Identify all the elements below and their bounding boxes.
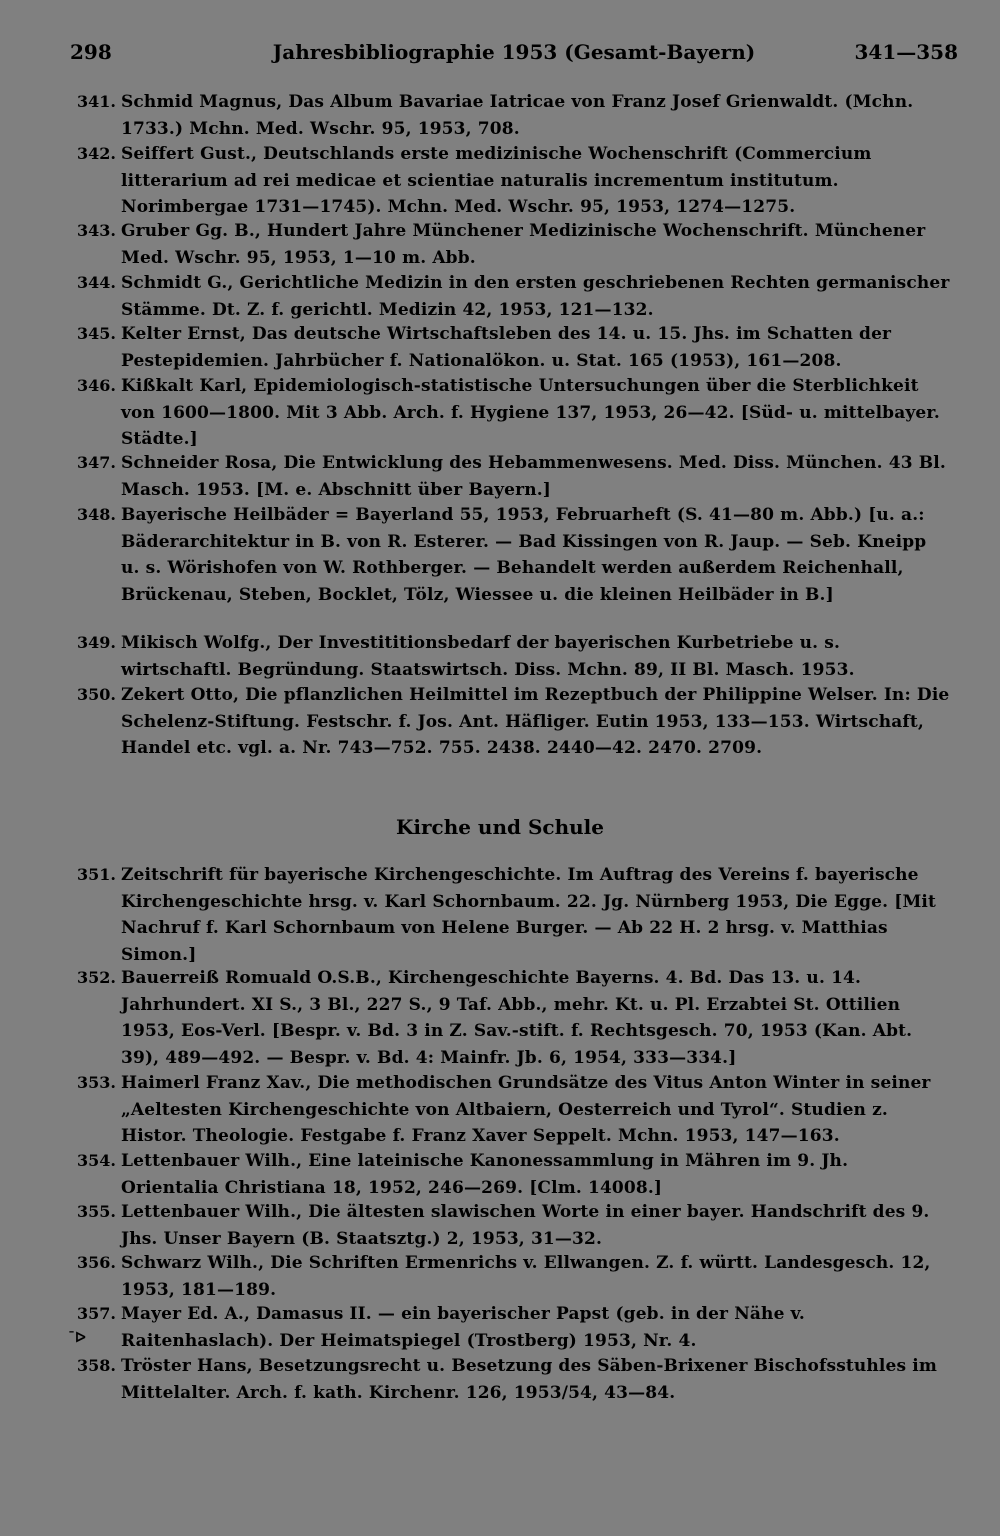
entry-text: Seiffert Gust., Deutschlands erste medizinische Wochenschrift (Commercium litterarium ad rei medicae et scientiae naturalis incrementum institutum. Norimbergae 1731—1745). Mchn. Med. Wschr. 95, 1953, 1274—1275. xyxy=(121,144,872,217)
entry-number: 350. xyxy=(77,685,116,704)
entry-number: 351. xyxy=(77,865,116,884)
entry-number: 341. xyxy=(77,92,116,111)
entry-text: Zekert Otto, Die pflanzlichen Heilmittel im Rezeptbuch der Philippine Welser. In: Die Schelenz-Stiftung. Festschr. f. Jos. Ant. Häfliger. Eutin 1953, 133—153. Wirtschaft, Handel etc. vgl. a. Nr. 743—752. 755. 2438. 2440—42. 2470. 2709. xyxy=(121,685,950,758)
entry-number: 348. xyxy=(77,505,116,524)
entry-number: 342. xyxy=(77,144,116,163)
running-title: Jahresbibliographie 1953 (Gesamt-Bayern) xyxy=(272,40,756,64)
entry-text: Schmid Magnus, Das Album Bavariae Iatricae von Franz Josef Grienwaldt. (Mchn. 1733.) Mchn. Med. Wschr. 95, 1953, 708. xyxy=(121,92,914,139)
entry-text: Lettenbauer Wilh., Die ältesten slawischen Worte in einer bayer. Handschrift des 9. Jhs. Unser Bayern (B. Staatsztg.) 2, 1953, 31—32. xyxy=(121,1202,930,1249)
entry-number: 343. xyxy=(77,221,116,240)
entry-number: 356. xyxy=(77,1253,116,1272)
entry-text: Zeitschrift für bayerische Kirchengeschichte. Im Auftrag des Vereins f. bayerische Kirchengeschichte hrsg. v. Karl Schornbaum. 22. Jg. Nürnberg 1953, Die Egge. [Mit Nachruf f. Karl Schornbaum von Helene Burger. — Ab 22 H. 2 hrsg. v. Matthias Simon.] xyxy=(121,865,937,965)
entry-number: 347. xyxy=(77,453,116,472)
entry-number: 353. xyxy=(77,1073,116,1092)
margin-mark: ˉᐅ xyxy=(68,1330,86,1346)
entry-text: Kißkalt Karl, Epidemiologisch-statistische Untersuchungen über die Sterblichkeit von 1600—1800. Mit 3 Abb. Arch. f. Hygiene 137, 1953, 26—42. [Süd- u. mittelbayer. Städte.] xyxy=(121,376,940,449)
entry-text: Mayer Ed. A., Damasus II. — ein bayerischer Papst (geb. in der Nähe v. Raitenhaslach). Der Heimatspiegel (Trostberg) 1953, Nr. 4. xyxy=(121,1304,805,1351)
entry-text: Schmidt G., Gerichtliche Medizin in den ersten geschriebenen Rechten germanischer Stämme. Dt. Z. f. gerichtl. Medizin 42, 1953, 121—132. xyxy=(121,273,950,320)
entry-number: 358. xyxy=(77,1356,116,1375)
entry-text: Mikisch Wolfg., Der Investititionsbedarf der bayerischen Kurbetriebe u. s. wirtschaftl. Begründung. Staatswirtsch. Diss. Mchn. 89, II Bl. Masch. 1953. xyxy=(121,633,855,680)
running-header xyxy=(70,40,958,66)
entry-number: 355. xyxy=(77,1202,116,1221)
entry-number: 349. xyxy=(77,633,116,652)
entry-text: Kelter Ernst, Das deutsche Wirtschaftsleben des 14. u. 15. Jhs. im Schatten der Pestepidemien. Jahrbücher f. Nationalökon. u. Stat. 165 (1953), 161—208. xyxy=(121,324,892,371)
entry-text: Schneider Rosa, Die Entwicklung des Hebammenwesens. Med. Diss. München. 43 Bl. Masch. 1953. [M. e. Abschnitt über Bayern.] xyxy=(121,453,946,500)
entry-number: 357. xyxy=(77,1304,116,1323)
entry-number: 352. xyxy=(77,968,116,987)
entry-number: 346. xyxy=(77,376,116,395)
entry-text: Haimerl Franz Xav., Die methodischen Grundsätze des Vitus Anton Winter in seiner „Aeltesten Kirchengeschichte von Altbaiern, Oesterreich und Tyrol“. Studien z. Histor. Theologie. Festgabe f. Franz Xaver Seppelt. Mchn. 1953, 147—163. xyxy=(121,1073,931,1146)
entry-range: 341—358 xyxy=(854,40,958,64)
page-number: 298 xyxy=(70,40,112,64)
section-heading: Kirche und Schule xyxy=(396,815,604,839)
entry-text: Schwarz Wilh., Die Schriften Ermenrichs v. Ellwangen. Z. f. württ. Landesgesch. 12, 1953, 181—189. xyxy=(121,1253,931,1300)
entry-text: Tröster Hans, Besetzungsrecht u. Besetzung des Säben-Brixener Bischofsstuhles im Mittelalter. Arch. f. kath. Kirchenr. 126, 1953/54, 43—84. xyxy=(121,1356,938,1403)
entry-number: 344. xyxy=(77,273,116,292)
entry-number: 345. xyxy=(77,324,116,343)
entry-text: Bayerische Heilbäder = Bayerland 55, 1953, Februarheft (S. 41—80 m. Abb.) [u. a.: Bäderarchitektur in B. von R. Esterer. — Bad Kissingen von R. Jaup. — Seb. Kneipp u. s. Wörishofen von W. Rothberger. — Behandelt werden außerdem Reichenhall, Brückenau, Steben, Bocklet, Tölz, Wiessee u. die kleinen Heilbäder in B.] xyxy=(121,505,927,605)
entry-text: Lettenbauer Wilh., Eine lateinische Kanonessammlung in Mähren im 9. Jh. Orientalia Christiana 18, 1952, 246—269. [Clm. 14008.] xyxy=(121,1151,849,1198)
entry-text: Bauerreiß Romuald O.S.B., Kirchengeschichte Bayerns. 4. Bd. Das 13. u. 14. Jahrhundert. XI S., 3 Bl., 227 S., 9 Taf. Abb., mehr. Kt. u. Pl. Erzabtei St. Ottilien 1953, Eos-Verl. [Bespr. v. Bd. 3 in Z. Sav.-stift. f. Rechtsgesch. 70, 1953 (Kan. Abt. 39), 489—492. — Bespr. v. Bd. 4: Mainfr. Jb. 6, 1954, 333—334.] xyxy=(121,968,913,1068)
entry-number: 354. xyxy=(77,1151,116,1170)
entry-text: Gruber Gg. B., Hundert Jahre Münchener Medizinische Wochenschrift. Münchener Med. Wschr. 95, 1953, 1—10 m. Abb. xyxy=(121,221,926,268)
